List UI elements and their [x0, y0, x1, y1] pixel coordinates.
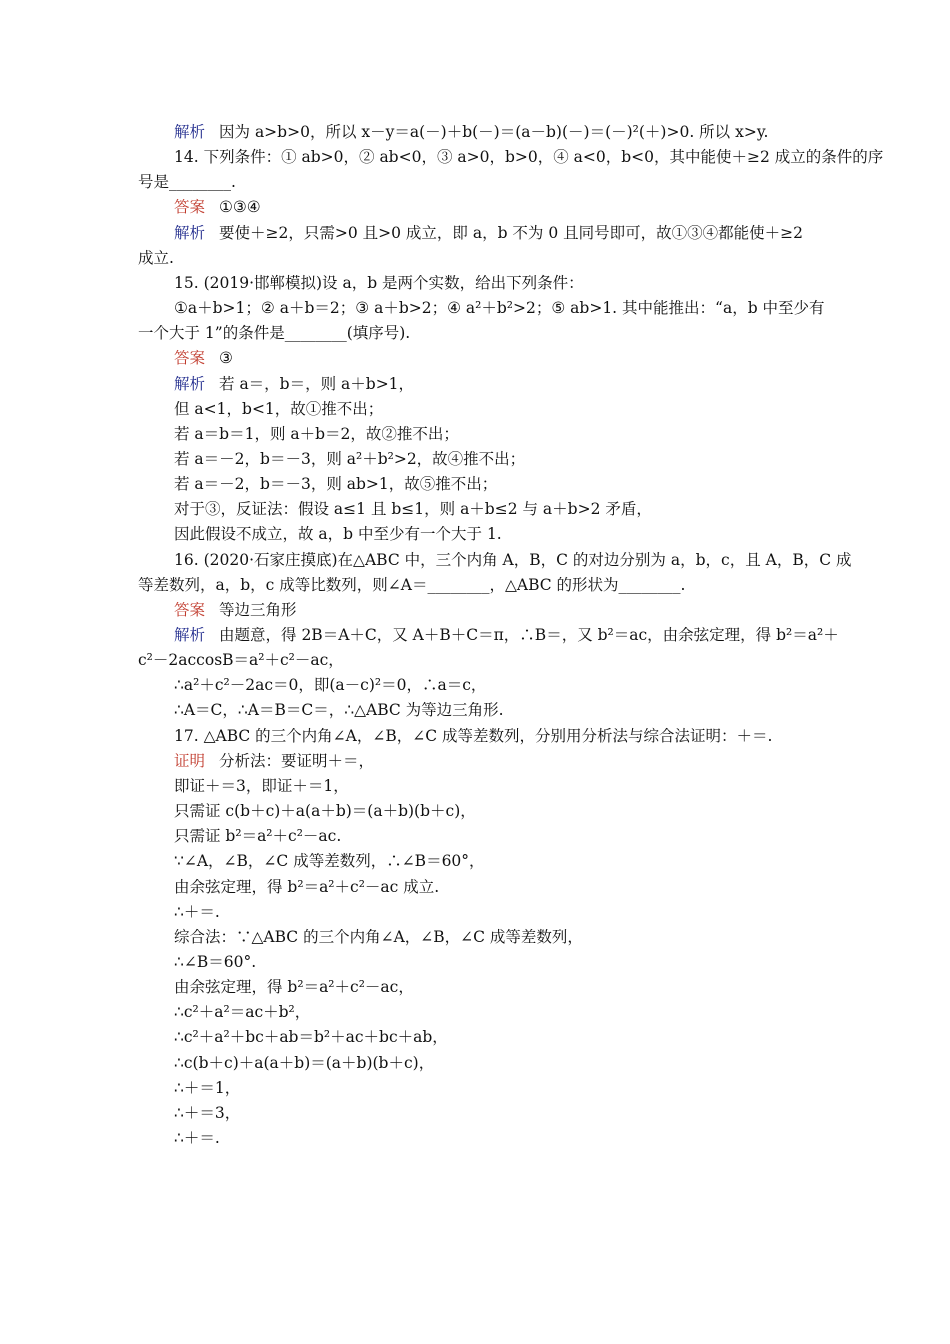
- line-text: 号是________.: [138, 173, 236, 191]
- line-text: 由余弦定理，得 b²＝a²＋c²－ac 成立.: [174, 878, 440, 896]
- line-text: 17. △ABC 的三个内角∠A，∠B，∠C 成等差数列，分别用分析法与综合法证明：＋＝.: [174, 727, 773, 745]
- section-tag: 证明: [174, 752, 206, 770]
- text-line: [174, 902, 220, 922]
- line-text: 即证＋＝3，即证＋＝1，: [174, 777, 349, 795]
- section-tag: 答案: [174, 198, 206, 216]
- text-line: [174, 474, 497, 494]
- line-text: ∴＋＝1，: [174, 1079, 241, 1097]
- text-line: [174, 197, 261, 217]
- text-line: [174, 625, 839, 645]
- line-text: 由余弦定理，得 b²＝a²＋c²－ac，: [174, 978, 414, 996]
- text-line: [174, 1128, 220, 1148]
- section-tag: 答案: [174, 601, 206, 619]
- text-line: [138, 323, 410, 343]
- line-text: ∴c(b＋c)＋a(a＋b)＝(a＋b)(b＋c)，: [174, 1054, 435, 1072]
- section-tag: 解析: [174, 224, 206, 242]
- text-line: [174, 348, 233, 368]
- line-text: ∴c²＋a²＝ac＋b²，: [174, 1003, 311, 1021]
- text-line: [174, 1078, 240, 1098]
- line-text: 综合法：∵△ABC 的三个内角∠A，∠B，∠C 成等差数列，: [174, 928, 583, 946]
- text-line: [174, 952, 256, 972]
- text-line: [174, 977, 414, 997]
- line-text: 由题意，得 2B＝A＋C，又 A＋B＋C＝π，∴B＝，又 b²＝ac，由余弦定理，得 b²＝a²＋: [219, 626, 839, 644]
- text-line: [138, 575, 685, 595]
- text-line: [174, 550, 852, 570]
- line-text: 等差数列，a，b，c 成等比数列，则∠A＝________，△ABC 的形状为________.: [138, 576, 686, 594]
- line-text: 若 a＝－2，b＝－3，则 ab>1，故⑤推不出；: [174, 475, 498, 493]
- text-line: [174, 449, 525, 469]
- line-text: 若 a＝b＝1，则 a＋b＝2，故②推不出；: [174, 425, 459, 443]
- line-text: c²－2accosB＝a²＋c²－ac，: [138, 651, 344, 669]
- line-text: ∴＋＝3，: [174, 1104, 241, 1122]
- line-text: 15. (2019·邯郸模拟)设 a，b 是两个实数，给出下列条件：: [174, 274, 584, 292]
- text-line: [174, 726, 772, 746]
- line-text: 对于③，反证法：假设 a≤1 且 b≤1，则 a＋b≤2 与 a＋b>2 矛盾，: [174, 500, 652, 518]
- text-line: [174, 675, 486, 695]
- line-text: 分析法：要证明＋＝，: [219, 752, 375, 770]
- text-line: [174, 147, 883, 167]
- line-text: 14. 下列条件：① ab>0，② ab<0，③ a>0，b>0，④ a<0，b<0，其中能使＋≥2 成立的条件的序: [174, 148, 884, 166]
- text-line: [174, 801, 476, 821]
- text-line: [138, 248, 174, 268]
- text-line: [174, 877, 439, 897]
- line-text: 只需证 b²＝a²＋c²－ac.: [174, 827, 342, 845]
- text-line: [174, 499, 652, 519]
- line-text: 只需证 c(b＋c)＋a(a＋b)＝(a＋b)(b＋c)，: [174, 802, 476, 820]
- text-line: [174, 700, 504, 720]
- line-text: ∴c²＋a²＋bc＋ab＝b²＋ac＋bc＋ab，: [174, 1028, 448, 1046]
- line-text: 若 a＝，b＝，则 a＋b>1，: [219, 375, 415, 393]
- line-text: 16. (2020·石家庄摸底)在△ABC 中，三个内角 A，B，C 的对边分别为 a，b，c，且 A，B，C 成: [174, 551, 852, 569]
- text-line: [174, 927, 583, 947]
- line-text: ①③④: [219, 198, 261, 216]
- text-line: [174, 776, 349, 796]
- text-line: [174, 122, 768, 142]
- line-text: ①a＋b>1；② a＋b＝2；③ a＋b>2；④ a²＋b²>2；⑤ ab>1. 其中能推出：“a，b 中至少有: [174, 299, 825, 317]
- line-text: ③: [219, 349, 233, 367]
- line-text: ∴＋＝.: [174, 903, 220, 921]
- text-line: [174, 826, 341, 846]
- section-tag: 解析: [174, 626, 206, 644]
- text-line: [174, 223, 803, 243]
- line-text: 等边三角形: [219, 601, 297, 619]
- text-line: [138, 650, 344, 670]
- section-tag: 解析: [174, 123, 206, 141]
- text-line: [174, 600, 297, 620]
- text-line: [174, 298, 825, 318]
- line-text: 一个大于 1”的条件是________(填序号).: [138, 324, 411, 342]
- line-text: ∴＋＝.: [174, 1129, 220, 1147]
- text-line: [174, 524, 502, 544]
- line-text: ∴A＝C，∴A＝B＝C＝，∴△ABC 为等边三角形.: [174, 701, 504, 719]
- text-line: [174, 273, 584, 293]
- text-line: [138, 172, 236, 192]
- text-line: [174, 751, 374, 771]
- text-line: [174, 424, 459, 444]
- line-text: 要使＋≥2，只需>0 且>0 成立，即 a，b 不为 0 且同号即可，故①③④都能使＋≥2: [219, 224, 803, 242]
- line-text: 但 a<1，b<1，故①推不出；: [174, 400, 384, 418]
- text-line: [174, 1103, 240, 1123]
- line-text: 因此假设不成立，故 a，b 中至少有一个大于 1.: [174, 525, 502, 543]
- line-text: 因为 a>b>0，所以 x－y＝a(－)＋b(－)＝(a－b)(－)＝(－)²(＋)>0. 所以 x>y.: [219, 123, 769, 141]
- line-text: ∵∠A，∠B，∠C 成等差数列，∴∠B＝60°，: [174, 852, 485, 870]
- section-tag: 解析: [174, 375, 206, 393]
- text-line: [174, 851, 485, 871]
- line-text: ∴a²＋c²－2ac＝0，即(a－c)²＝0，∴a＝c，: [174, 676, 487, 694]
- line-text: 若 a＝－2，b＝－3，则 a²＋b²>2，故④推不出；: [174, 450, 526, 468]
- line-text: ∴∠B＝60°.: [174, 953, 257, 971]
- section-tag: 答案: [174, 349, 206, 367]
- text-line: [174, 1027, 448, 1047]
- text-line: [174, 399, 383, 419]
- text-line: [174, 1053, 434, 1073]
- text-line: [174, 1002, 310, 1022]
- text-line: [174, 374, 414, 394]
- line-text: 成立.: [138, 249, 174, 267]
